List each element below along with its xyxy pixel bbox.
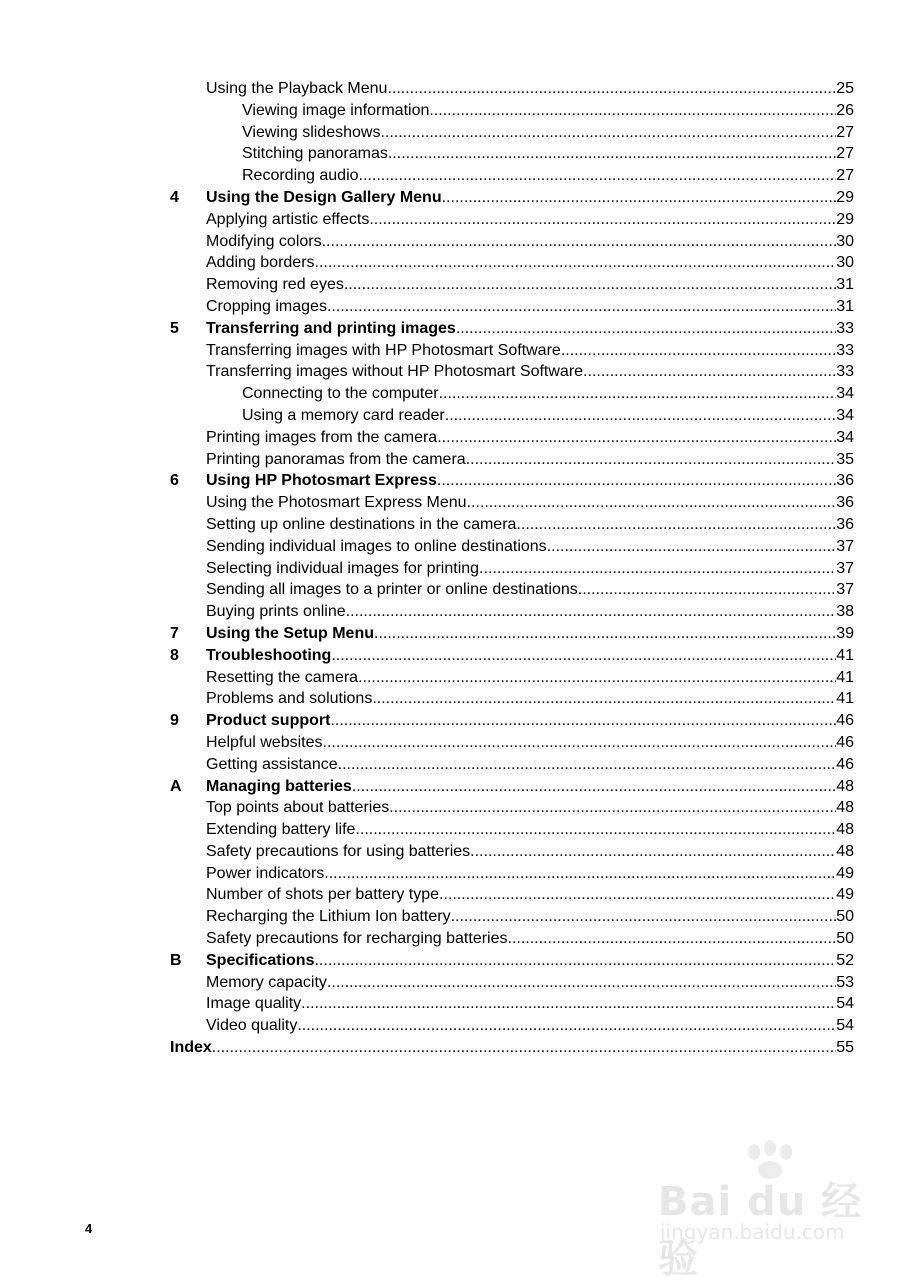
dot-leader (388, 143, 836, 165)
toc-entry-page: 38 (836, 603, 854, 621)
toc-entry-page: 36 (836, 515, 854, 533)
toc-entry-title: Recharging the Lithium Ion battery (206, 908, 451, 926)
toc-entry-page: 34 (836, 428, 854, 446)
dot-leader (583, 361, 836, 383)
dot-leader (212, 1037, 836, 1059)
toc-entry-page: 48 (836, 799, 854, 817)
toc-entry[interactable] (170, 797, 854, 819)
toc-entry-title: Printing panoramas from the camera (206, 450, 466, 468)
toc-entry-title: Transferring images with HP Photosmart Software (206, 341, 561, 359)
dot-leader (314, 950, 836, 972)
toc-entry-title: Problems and solutions (206, 690, 373, 708)
toc-entry-title: Transferring and printing images (206, 319, 456, 337)
dot-leader (437, 427, 836, 449)
toc-entry-number: 8 (170, 646, 179, 664)
toc-entry[interactable] (170, 732, 854, 754)
toc-entry[interactable] (170, 558, 854, 580)
dot-leader (369, 209, 836, 231)
toc-entry-page: 29 (836, 210, 854, 228)
toc-entry[interactable] (170, 514, 854, 536)
toc-entry-title: Transferring images without HP Photosmart Software (206, 363, 584, 381)
toc-entry-title: Video quality (206, 1017, 298, 1035)
toc-entry[interactable] (170, 645, 854, 667)
toc-entry-number: 6 (170, 472, 179, 490)
toc-entry[interactable] (170, 100, 854, 122)
toc-entry-page: 50 (836, 930, 854, 948)
toc-entry[interactable] (170, 841, 854, 863)
toc-entry[interactable] (170, 950, 854, 972)
toc-entry-title: Image quality (206, 995, 302, 1013)
dot-leader (456, 318, 836, 340)
toc-entry-page: 36 (836, 494, 854, 512)
table-of-contents (170, 78, 854, 1059)
dot-leader (301, 993, 836, 1015)
toc-entry-page: 41 (836, 646, 854, 664)
dot-leader (322, 231, 837, 253)
dot-leader (439, 884, 836, 906)
toc-entry-title: Safety precautions for recharging batteries (206, 930, 508, 948)
toc-entry-title: Recording audio (242, 167, 359, 185)
dot-leader (578, 579, 836, 601)
dot-leader (451, 906, 837, 928)
toc-entry-title: Index (170, 1039, 212, 1057)
toc-entry[interactable] (170, 427, 854, 449)
toc-entry[interactable] (170, 165, 854, 187)
toc-entry-title: Using the Photosmart Express Menu (206, 494, 467, 512)
toc-entry-title: Top points about batteries (206, 799, 390, 817)
toc-entry-title: Helpful websites (206, 733, 323, 751)
toc-entry-page: 55 (836, 1039, 854, 1057)
toc-entry[interactable] (170, 863, 854, 885)
toc-entry-page: 46 (836, 733, 854, 751)
toc-entry-title: Cropping images (206, 297, 327, 315)
toc-entry-title: Modifying colors (206, 232, 322, 250)
toc-entry-title: Extending battery life (206, 821, 356, 839)
toc-entry-page: 48 (836, 777, 854, 795)
dot-leader (327, 296, 836, 318)
toc-entry-page: 33 (836, 363, 854, 381)
toc-entry-title: Specifications (206, 951, 315, 969)
dot-leader (352, 776, 836, 798)
toc-entry[interactable] (170, 252, 854, 274)
toc-entry-page: 49 (836, 886, 854, 904)
toc-entry[interactable] (170, 579, 854, 601)
toc-entry-title: Sending all images to a printer or online destinations (206, 581, 578, 599)
dot-leader (358, 667, 836, 689)
toc-entry-page: 31 (836, 276, 854, 294)
toc-entry-title: Safety precautions for using batteries (206, 842, 471, 860)
toc-entry-page: 54 (836, 1017, 854, 1035)
toc-entry-title: Memory capacity (206, 973, 327, 991)
dot-leader (561, 340, 836, 362)
toc-entry-page: 39 (836, 624, 854, 642)
toc-entry-page: 26 (836, 101, 854, 119)
toc-entry[interactable] (170, 754, 854, 776)
dot-leader (466, 449, 837, 471)
toc-entry-title: Printing images from the camera (206, 428, 438, 446)
watermark (640, 1140, 880, 1282)
toc-entry[interactable] (170, 318, 854, 340)
toc-entry-page: 41 (836, 690, 854, 708)
toc-entry-title: Using the Design Gallery Menu (206, 188, 442, 206)
toc-entry[interactable] (170, 819, 854, 841)
toc-entry-title: Applying artistic effects (206, 210, 370, 228)
toc-entry-number: 5 (170, 319, 179, 337)
dot-leader (439, 383, 837, 405)
toc-entry-page: 49 (836, 864, 854, 882)
toc-entry-page: 48 (836, 842, 854, 860)
dot-leader (355, 819, 836, 841)
toc-entry[interactable] (170, 143, 854, 165)
dot-leader (315, 252, 837, 274)
toc-entry-page: 35 (836, 450, 854, 468)
dot-leader (372, 688, 836, 710)
toc-entry-page: 36 (836, 472, 854, 490)
dot-leader (442, 187, 837, 209)
dot-leader (470, 841, 836, 863)
toc-entry-title: Power indicators (206, 864, 325, 882)
toc-entry-page: 50 (836, 908, 854, 926)
toc-entry-page: 27 (836, 123, 854, 141)
toc-entry-page: 37 (836, 581, 854, 599)
toc-entry-title: Using HP Photosmart Express (206, 472, 437, 490)
toc-entry[interactable] (170, 361, 854, 383)
toc-entry-title: Using a memory card reader (242, 406, 445, 424)
toc-entry-title: Selecting individual images for printing (206, 559, 480, 577)
toc-entry[interactable] (170, 209, 854, 231)
toc-entry-page: 27 (836, 167, 854, 185)
toc-entry-title: Sending individual images to online destinations (206, 537, 547, 555)
toc-entry-page: 30 (836, 254, 854, 272)
dot-leader (516, 514, 836, 536)
watermark-url: jingyan.baidu.com (660, 1220, 845, 1244)
toc-entry-number: 9 (170, 712, 179, 730)
dot-leader (331, 645, 836, 667)
toc-entry-page: 34 (836, 385, 854, 403)
dot-leader (508, 928, 837, 950)
toc-entry[interactable] (170, 623, 854, 645)
toc-entry-page: 31 (836, 297, 854, 315)
toc-entry-page: 27 (836, 145, 854, 163)
toc-entry[interactable] (170, 710, 854, 732)
dot-leader (346, 601, 837, 623)
toc-entry-page: 25 (836, 80, 854, 97)
toc-entry[interactable] (170, 906, 854, 928)
dot-leader (330, 710, 836, 732)
toc-entry[interactable] (170, 536, 854, 558)
toc-entry-title: Removing red eyes (206, 276, 344, 294)
toc-entry[interactable] (170, 187, 854, 209)
dot-leader (429, 100, 836, 122)
toc-entry-page: 37 (836, 559, 854, 577)
toc-entry-number: 4 (170, 188, 179, 206)
toc-entry-title: Managing batteries (206, 777, 352, 795)
toc-entry-page: 37 (836, 537, 854, 555)
dot-leader (479, 558, 836, 580)
toc-entry[interactable] (170, 274, 854, 296)
dot-leader (324, 863, 836, 885)
toc-entry-title: Troubleshooting (206, 646, 332, 664)
toc-entry-page: 34 (836, 406, 854, 424)
toc-entry-page: 33 (836, 319, 854, 337)
toc-entry-page: 46 (836, 755, 854, 773)
toc-entry[interactable] (170, 1037, 854, 1059)
toc-entry-page: 52 (836, 951, 854, 969)
toc-entry-number: A (170, 777, 182, 795)
dot-leader (327, 972, 836, 994)
toc-entry-title: Viewing image information (242, 101, 430, 119)
page-number: 4 (85, 1221, 93, 1236)
toc-entry[interactable] (170, 470, 854, 492)
dot-leader (297, 1015, 836, 1037)
toc-entry-page: 53 (836, 973, 854, 991)
dot-leader (387, 78, 836, 100)
toc-entry-title: Setting up online destinations in the camera (206, 515, 517, 533)
toc-entry[interactable] (170, 667, 854, 689)
toc-entry-title: Using the Setup Menu (206, 624, 374, 642)
toc-entry[interactable] (170, 1015, 854, 1037)
toc-entry[interactable] (170, 231, 854, 253)
toc-entry[interactable] (170, 776, 854, 798)
toc-entry-title: Resetting the camera (206, 668, 359, 686)
dot-leader (344, 274, 836, 296)
toc-entry-page: 41 (836, 668, 854, 686)
toc-entry-page: 48 (836, 821, 854, 839)
toc-entry[interactable] (170, 993, 854, 1015)
toc-entry[interactable] (170, 78, 854, 100)
toc-entry-title: Using the Playback Menu (206, 80, 388, 97)
dot-leader (338, 754, 837, 776)
toc-entry[interactable] (170, 122, 854, 144)
dot-leader (445, 405, 836, 427)
toc-entry-title: Buying prints online (206, 603, 346, 621)
dot-leader (359, 165, 837, 187)
dot-leader (389, 797, 836, 819)
dot-leader (467, 492, 837, 514)
toc-entry[interactable] (170, 972, 854, 994)
dot-leader (374, 623, 836, 645)
dot-leader (380, 122, 836, 144)
toc-entry[interactable] (170, 449, 854, 471)
toc-entry-title: Connecting to the computer (242, 385, 439, 403)
toc-entry-page: 29 (836, 188, 854, 206)
toc-entry[interactable] (170, 405, 854, 427)
toc-entry-number: B (170, 951, 182, 969)
toc-entry-title: Stitching panoramas (242, 145, 388, 163)
toc-entry[interactable] (170, 601, 854, 623)
toc-entry[interactable] (170, 340, 854, 362)
toc-entry-page: 54 (836, 995, 854, 1013)
toc-entry-page: 30 (836, 232, 854, 250)
toc-entry-title: Adding borders (206, 254, 315, 272)
dot-leader (323, 732, 837, 754)
dot-leader (437, 470, 836, 492)
toc-entry-title: Viewing slideshows (242, 123, 381, 141)
toc-entry-title: Number of shots per battery type (206, 886, 439, 904)
dot-leader (547, 536, 837, 558)
toc-entry[interactable] (170, 884, 854, 906)
toc-entry[interactable] (170, 928, 854, 950)
toc-entry-page: 46 (836, 712, 854, 730)
toc-entry[interactable] (170, 383, 854, 405)
toc-entry-page: 33 (836, 341, 854, 359)
toc-entry[interactable] (170, 688, 854, 710)
toc-entry-number: 7 (170, 624, 179, 642)
toc-entry[interactable] (170, 296, 854, 318)
toc-entry-title: Getting assistance (206, 755, 338, 773)
toc-entry[interactable] (170, 492, 854, 514)
toc-entry-title: Product support (206, 712, 331, 730)
watermark-brand: Bai du 经验 (658, 1179, 863, 1282)
